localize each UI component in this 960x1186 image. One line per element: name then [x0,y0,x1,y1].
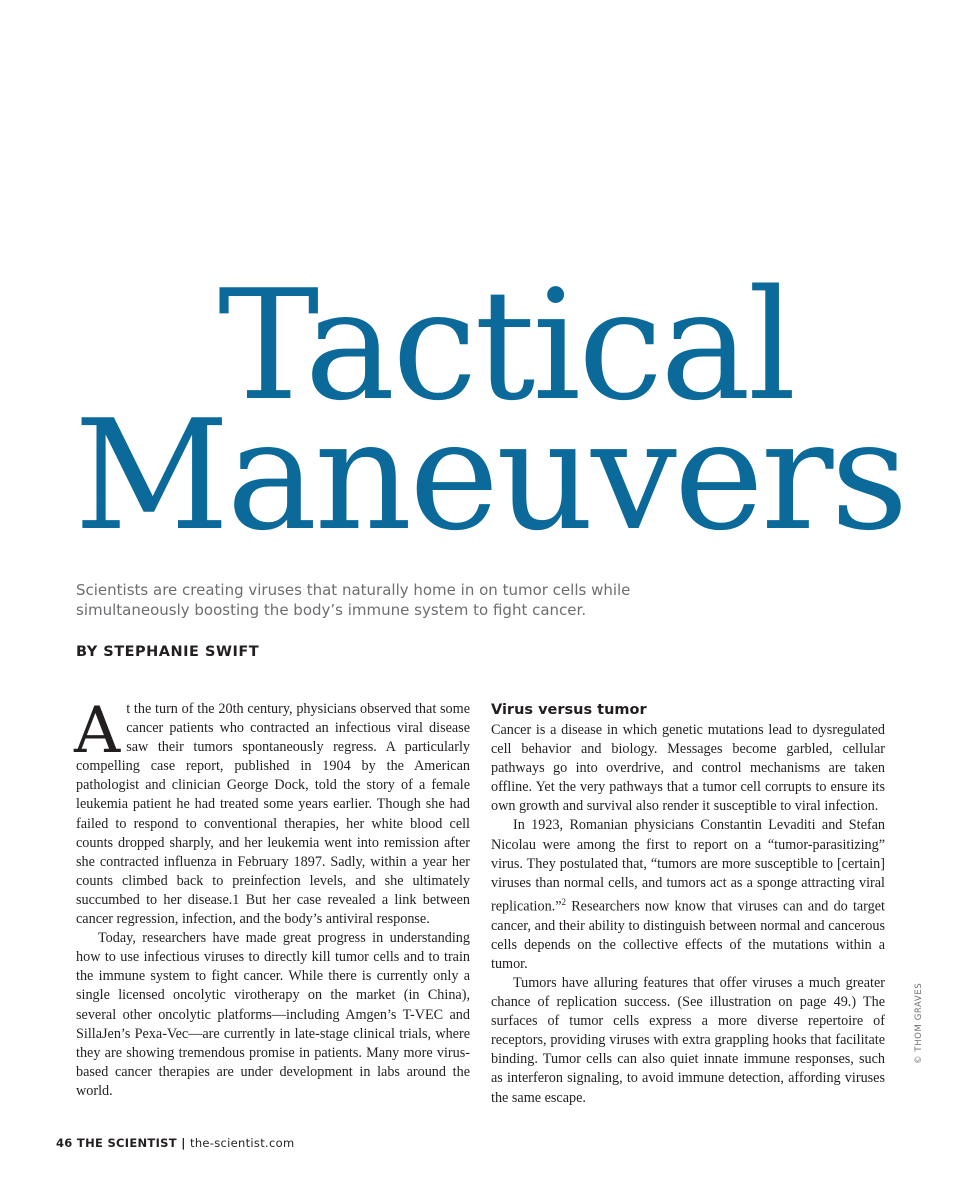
left-paragraph-1 [74,694,470,929]
section-heading: Virus versus tumor [491,702,647,718]
title-line-1: Tactical [218,257,794,434]
page-number: 46 [56,1136,73,1150]
page-footer [56,1136,294,1150]
right-column [491,700,885,1108]
title-line-2: Maneuvers [74,387,906,564]
photo-credit: © THOM GRAVES [914,982,924,1064]
left-paragraph-2: Today, researchers have made great progress in understanding how to use infectious viruses to directly kill tumor cells and to train the immune system to fight cancer. While there is currently only a single licensed oncolytic virotherapy on the market (in China), several other oncolytic platforms—including Amgen’s T-VEC and SillaJen’s Pexa-Vec—are currently in late-stage clinical trials, where they are showing tremendous promise in patients. Many more virus-based cancer therapies are under development in labs around the world. [76,930,470,1099]
right-paragraph-2-text-a: In 1923, Romanian physicians Constantin Levaditi and Stefan Nicolau were among the first to report on a “tumor-parasitizing” virus. They postulated that, “tumors are more susceptible to [certain] viruses than normal cells, and tumors act as a sponge attracting viral replication.” [491,817,885,915]
website-link[interactable]: the-scientist.com [190,1136,295,1150]
left-column [74,694,470,1101]
magazine-name: THE SCIENTIST [76,1136,177,1150]
left-paragraph-1-text: t the turn of the 20th century, physicians observed that some cancer patients who contracted an infectious viral disease saw their tumors spontaneously regress. A particularly compelling case report, published in 1904 by the American pathologist and clinician George Dock, told the story of a female leukemia patient he had treated some years earlier. Though she had failed to respond to conventional therapies, her white blood cell counts dropped sharply, and her leukemia went into remission after she contracted influenza in February 1897. Sadly, within a year her counts climbed back to preinfection levels, and she ultimately succumbed to her disease.1 But her case revealed a link between cancer regression, infection, and the body’s antiviral response. [76,701,470,928]
drop-cap: A [74,694,121,768]
right-paragraph-1: Cancer is a disease in which genetic mutations lead to dysregulated cell behavior and biology. Messages become garbled, cellular pathways go into overdrive, and control mechanisms are taken offline. Yet the very pathways that a tumor cell corrupts to ensure its own growth and survival also render it susceptible to viral infection. [491,722,885,815]
article-deck: Scientists are creating viruses that naturally home in on tumor cells while simultaneously boosting the body’s immune system to fight cancer. [76,581,631,619]
byline: BY STEPHANIE SWIFT [76,644,260,660]
footnote-marker: 2 [561,896,567,907]
right-paragraph-2-text-b: Researchers now know that viruses can and do target cancer, and their ability to distinguish between normal and cancerous cells depends on the collective effects of the mutations within a tumor. [491,898,885,972]
right-paragraph-3: Tumors have alluring features that offer viruses a much greater chance of replication success. (See illustration on page 49.) The surfaces of tumor cells express a more diverse repertoire of receptors, providing viruses with extra grappling hooks that facilitate binding. Tumor cells can also quiet innate immune responses, such as interferon signaling, to avoid immune detection, affording viruses the same escape. [491,974,885,1106]
footer-separator: | [181,1136,186,1150]
right-paragraph-2 [491,816,885,973]
